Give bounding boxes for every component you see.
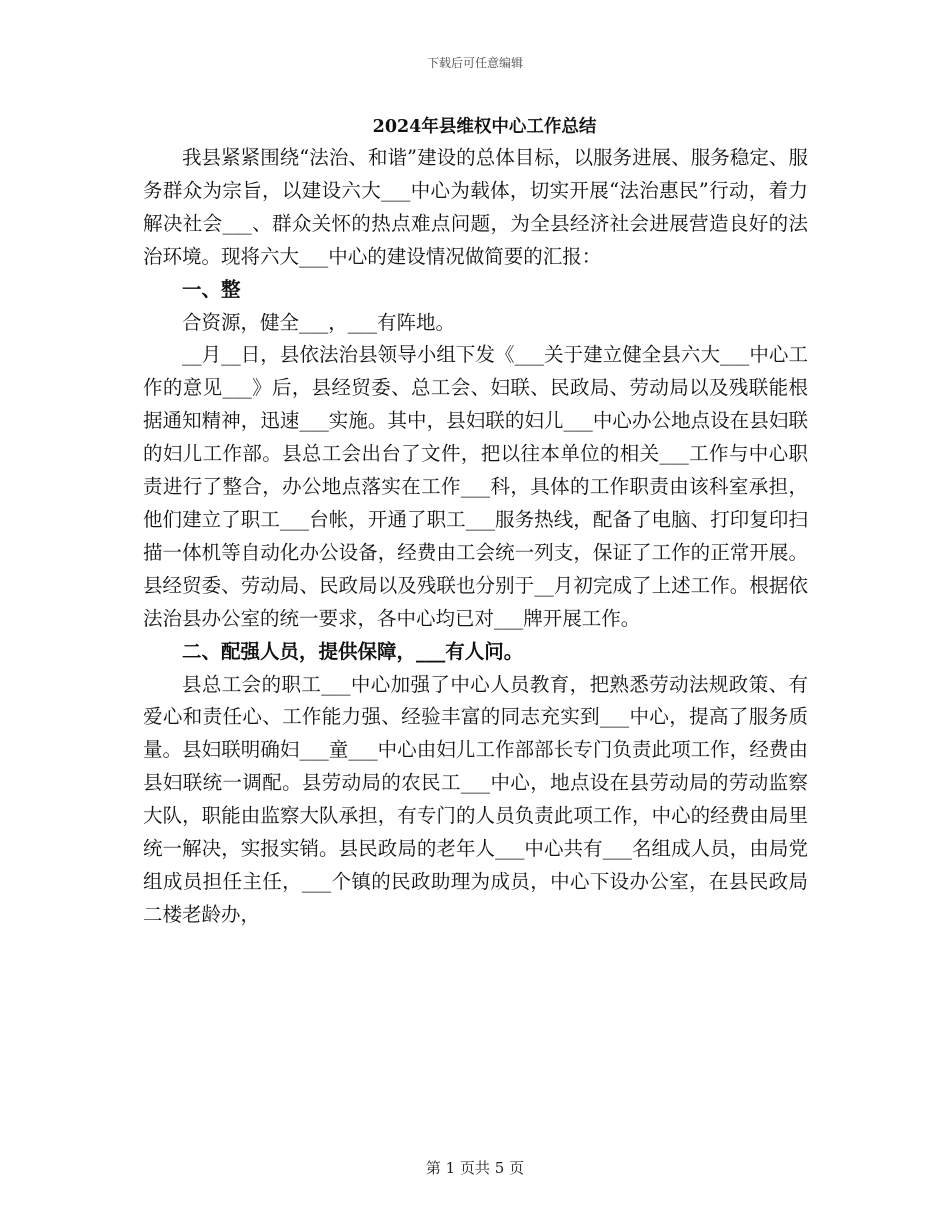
document-title: 2024年县维权中心工作总结 [372, 117, 597, 137]
section-1-paragraph: __月__日，县依法治县领导小组下发《___关于建立健全县六大___中心工作的意见___》后，县经贸委、总工会、妇联、民政局、劳动局以及残联能根据通知精神，迅速___实施。其中，县妇联的妇儿___中心办公地点设在县妇联的妇儿工作部。县总工会出台了文件，把以往本单位的相关___工作与中心职责进行了整合，办公地点落实在工作___科，具体的工作职责由该科室承担，他们建立了职工___台帐，开通了职工___服务热线，配备了电脑、打印复印扫描一体机等自动化办公设备，经费由工会统一列支，保证了工作的正常开展。县经贸委、劳动局、民政局以及残联也分别于__月初完成了上述工作。根据依法治县办公室的统一要求，各中心均已对___牌开展工作。 [143, 343, 808, 630]
section-heading-2: 二、配强人员，提供保障，___有人问。 [182, 639, 524, 663]
page-header-note: 下载后可任意编辑 [426, 56, 523, 70]
document-body [143, 112, 808, 932]
section-heading-1: 一、整 [182, 277, 241, 301]
section-1-lead: 合资源，健全___，___有阵地。 [182, 310, 456, 334]
section-2-paragraph: 县总工会的职工___中心加强了中心人员教育，把熟悉劳动法规政策、有爱心和责任心、工作能力强、经验丰富的同志充实到___中心，提高了服务质量。县妇联明确妇___童___中心由妇儿工作部部长专门负责此项工作，经费由县妇联统一调配。县劳动局的农民工___中心，地点设在县劳动局的劳动监察大队，职能由监察大队承担，有专门的人员负责此项工作，中心的经费由局里统一解决，实报实销。县民政局的老年人___中心共有___名组成人员，由局党组成员担任主任，___个镇的民政助理为成员，中心下设办公室，在县民政局二楼老龄办， [143, 672, 808, 926]
intro-paragraph: 我县紧紧围绕“法治、和谐”建设的总体目标，以服务进展、服务稳定、服务群众为宗旨，以建设六大___中心为载体，切实开展“法治惠民”行动，着力解决社会___、群众关怀的热点难点问题，为全县经济社会进展营造良好的法治环境。现将六大___中心的建设情况做简要的汇报： [143, 146, 808, 268]
document-text [143, 142, 808, 932]
page-number: 第 1 页共 5 页 [425, 1159, 525, 1177]
